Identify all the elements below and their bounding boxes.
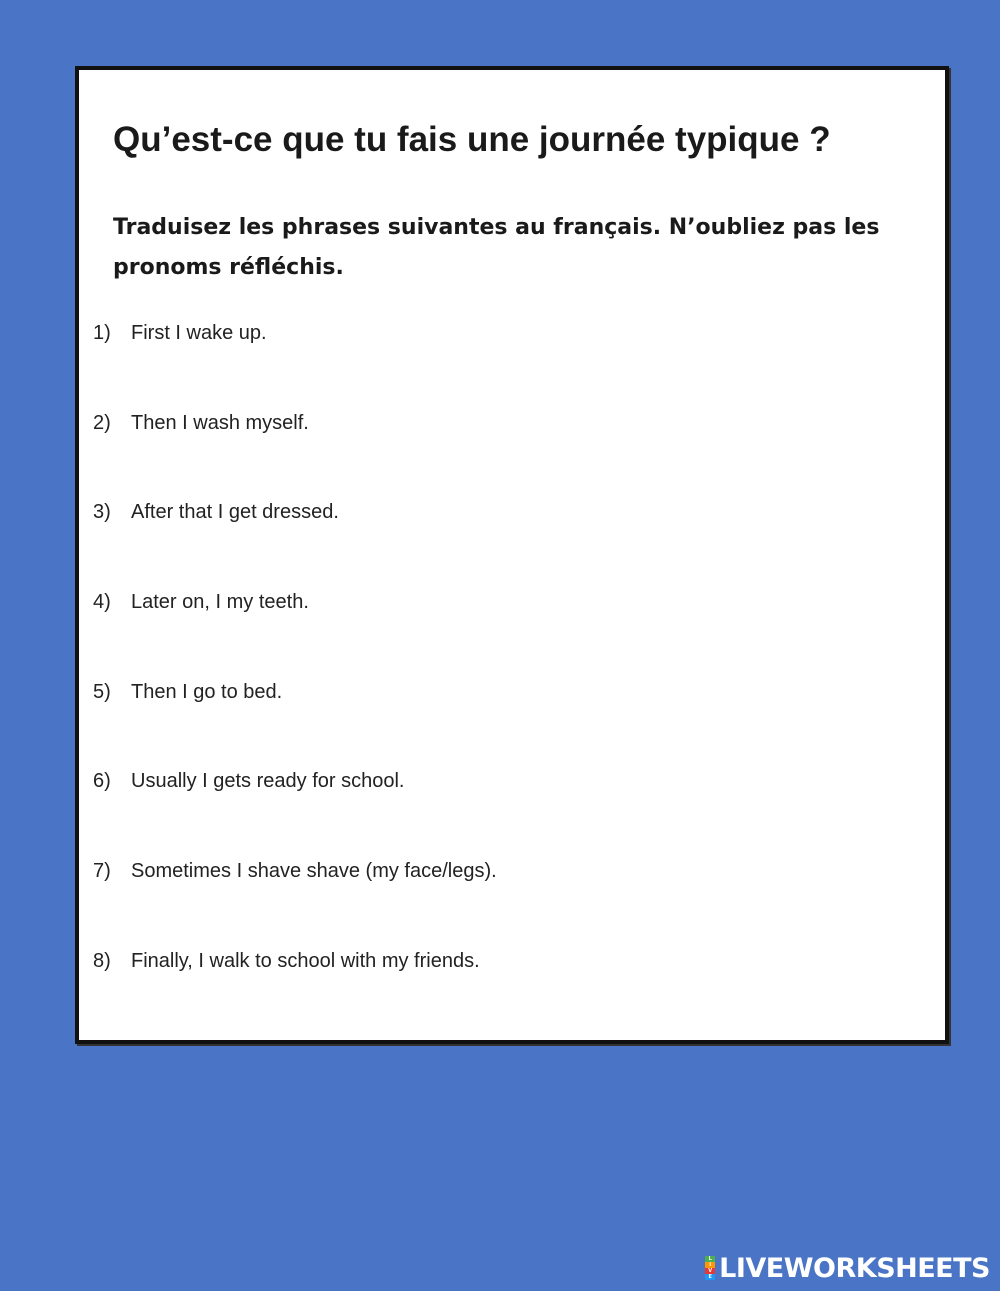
item-number: 5) (93, 680, 111, 703)
item-text: First I wake up. (131, 322, 267, 344)
exercise-item (93, 681, 497, 771)
item-text: After that I get dressed. (131, 501, 339, 524)
liveworksheets-logo[interactable] (705, 1253, 990, 1283)
exercise-item (93, 591, 497, 681)
logo-letter-i: I (705, 1262, 715, 1268)
exercise-list (93, 322, 497, 1040)
logo-letter-v: V (705, 1268, 715, 1274)
worksheet-instructions: Traduisez les phrases suivantes au français. N’oubliez pas les pronoms réfléchis. (113, 215, 880, 280)
item-number: 4) (93, 591, 111, 614)
item-text: Sometimes I shave shave (my face/legs). (131, 860, 497, 883)
exercise-item (93, 322, 497, 412)
item-number: 6) (93, 770, 111, 793)
item-text: Usually I gets ready for school. (131, 770, 405, 793)
item-text: Later on, I my teeth. (131, 591, 309, 614)
worksheet-title: Qu’est-ce que tu fais une journée typique ? (113, 120, 831, 159)
logo-letter-e: E (705, 1274, 715, 1280)
item-number: 8) (93, 949, 111, 972)
exercise-item (93, 770, 497, 860)
item-text: Finally, I walk to school with my friends. (131, 949, 480, 972)
exercise-item (93, 860, 497, 950)
item-number: 7) (93, 860, 111, 883)
item-text: Then I go to bed. (131, 680, 283, 703)
logo-text: LIVEWORKSHEETS (719, 1252, 990, 1284)
exercise-item (93, 501, 497, 591)
logo-letter-l: L (705, 1256, 715, 1262)
item-text: Then I wash myself. (131, 411, 309, 434)
item-number: 3) (93, 501, 111, 524)
exercise-item (93, 412, 497, 502)
exercise-item (93, 950, 497, 1040)
worksheet-sheet (75, 66, 949, 1044)
item-number: 1) (93, 322, 111, 344)
liveworksheets-logo-icon (705, 1256, 715, 1280)
item-number: 2) (93, 411, 111, 434)
